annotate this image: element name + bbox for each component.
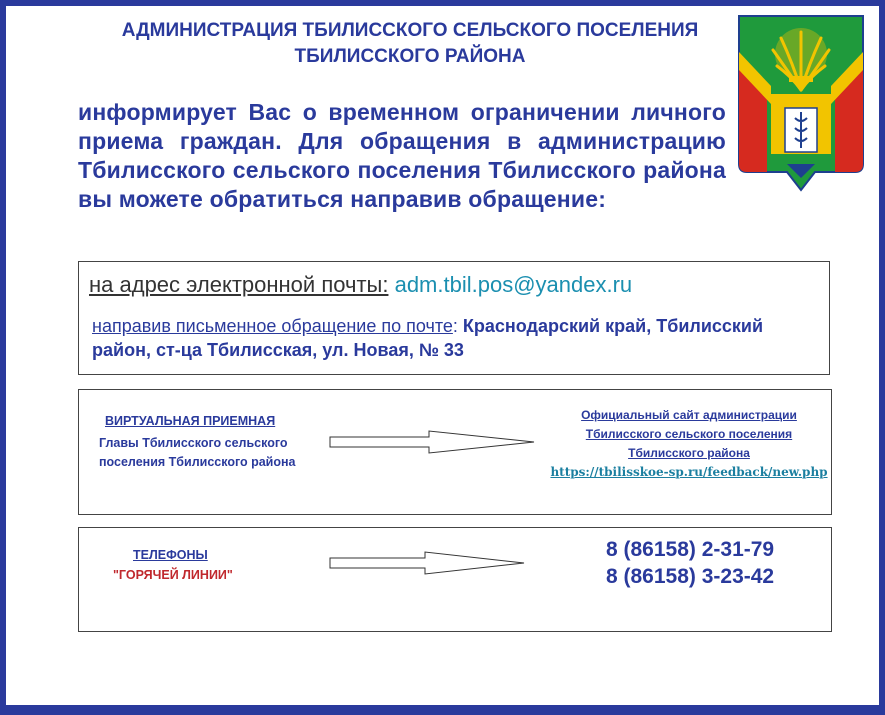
desc-line-2: поселения Тбилисского района [99,455,296,469]
coat-of-arms-icon [737,14,865,194]
post-address: Краснодарский край, Тбилисский район, ст-ца Тбилисская, ул. Новая, № 33 [92,316,764,360]
virtual-reception-box [78,389,832,515]
hotline-box [78,527,832,632]
title-line-2: ТБИЛИССКОГО РАЙОНА [294,46,526,67]
intro-text: информирует Вас о временном ограничении личного приема граждан. Для обращения в администрацию Тбилисского сельского поселения Тбилисского района вы можете обратиться направив обращение: [78,99,726,212]
email-label: на адрес электронной почты: [89,272,389,297]
phone-list [606,536,774,590]
arrow-right-icon [329,430,539,454]
title-line-1: АДМИНИСТРАЦИЯ ТБИЛИССКОГО СЕЛЬСКОГО ПОСЕЛЕНИЯ [121,20,699,41]
arrow-right-icon [329,551,529,575]
email-line [89,272,632,298]
site-line-1: Официальный сайт администрации [581,408,797,422]
contact-box [78,261,830,375]
phone-number-1[interactable]: 8 (86158) 2-31-79 [606,538,775,561]
site-line-3: Тбилисского района [628,446,750,460]
phones-title: ТЕЛЕФОНЫ [133,548,208,562]
page-title [60,18,760,70]
hotline-label: "ГОРЯЧЕЙ ЛИНИИ" [113,568,233,582]
virtual-reception-title: ВИРТУАЛЬНАЯ ПРИЕМНАЯ [105,414,276,428]
post-separator: : [452,316,458,336]
site-url-link[interactable]: https://tbilisskoe-sp.ru/feedback/new.php [550,465,828,479]
post-label: направив письменное обращение по почте [92,316,453,336]
post-line [92,314,812,362]
virtual-reception-desc [99,434,319,472]
email-link[interactable]: adm.tbil.pos@yandex.ru [394,272,633,297]
desc-line-1: Главы Тбилисского сельского [99,436,288,450]
official-site-block [544,406,834,482]
site-line-2: Тбилисского сельского поселения [585,427,793,441]
phone-number-2[interactable]: 8 (86158) 3-23-42 [606,565,775,588]
